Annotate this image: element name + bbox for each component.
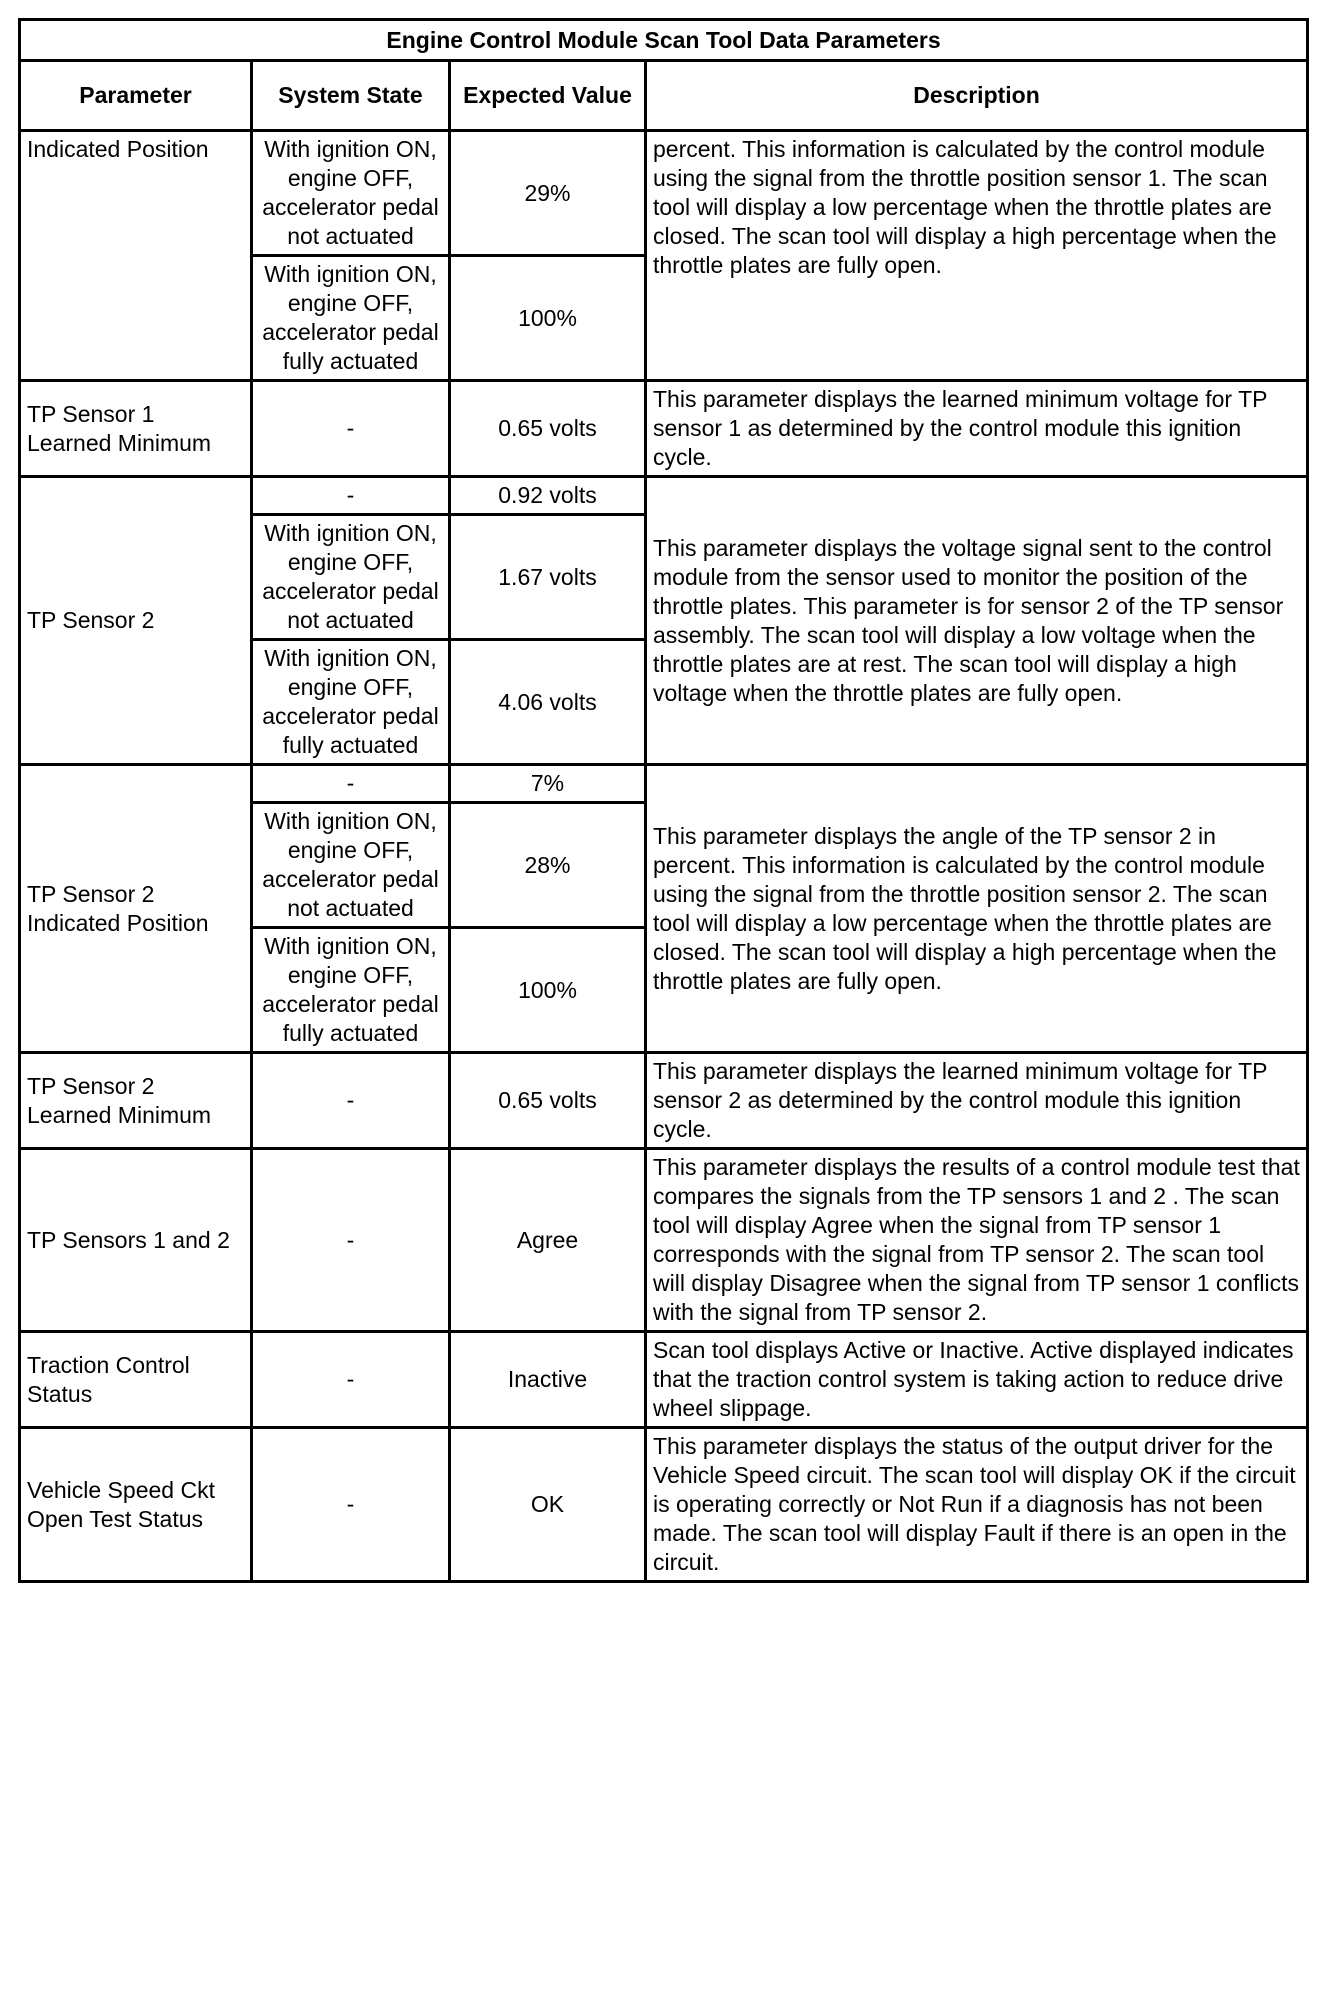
system-state: - <box>252 477 450 515</box>
system-state: With ignition ON, engine OFF, accelerator pedal fully actuated <box>252 928 450 1053</box>
header-system-state: System State <box>252 61 450 131</box>
expected-value: Agree <box>450 1149 646 1332</box>
header-expected-value: Expected Value <box>450 61 646 131</box>
parameter-name: TP Sensor 1 Learned Minimum <box>20 381 252 477</box>
title-row <box>20 20 1308 61</box>
expected-value: 4.06 volts <box>450 640 646 765</box>
parameter-description: This parameter displays the voltage signal sent to the control module from the sensor used to monitor the position of the throttle plates. This parameter is for sensor 2 of the TP sensor assembly. The scan tool will display a low voltage when the throttle plates are at rest. The scan tool will display a high voltage when the throttle plates are fully open. <box>646 477 1308 765</box>
parameter-description: This parameter displays the learned minimum voltage for TP sensor 1 as determined by the control module this ignition cycle. <box>646 381 1308 477</box>
table-row <box>20 131 1308 256</box>
table-body <box>20 131 1308 1582</box>
header-row <box>20 61 1308 131</box>
table-row <box>20 1332 1308 1428</box>
table-row <box>20 1428 1308 1582</box>
parameter-description: This parameter displays the status of the output driver for the Vehicle Speed circuit. The scan tool will display OK if the circuit is operating correctly or Not Run if a diagnosis has not been made. The scan tool will display Fault if there is an open in the circuit. <box>646 1428 1308 1582</box>
system-state: - <box>252 1149 450 1332</box>
expected-value: 28% <box>450 803 646 928</box>
system-state: With ignition ON, engine OFF, accelerator pedal not actuated <box>252 515 450 640</box>
header-parameter: Parameter <box>20 61 252 131</box>
header-description: Description <box>646 61 1308 131</box>
expected-value: 0.65 volts <box>450 381 646 477</box>
parameter-name: Indicated Position <box>20 131 252 381</box>
page <box>18 18 1306 1583</box>
system-state: - <box>252 1053 450 1149</box>
parameter-name: TP Sensor 2 Indicated Position <box>20 765 252 1053</box>
system-state: With ignition ON, engine OFF, accelerator pedal fully actuated <box>252 256 450 381</box>
parameter-description: This parameter displays the angle of the TP sensor 2 in percent. This information is calculated by the control module using the signal from the throttle position sensor 2. The scan tool will display a low percentage when the throttle plates are closed. The scan tool will display a high percentage when the throttle plates are fully open. <box>646 765 1308 1053</box>
expected-value: 29% <box>450 131 646 256</box>
table-row <box>20 1149 1308 1332</box>
parameter-description: percent. This information is calculated by the control module using the signal from the throttle position sensor 1. The scan tool will display a low percentage when the throttle plates are closed. The scan tool will display a high percentage when the throttle plates are fully open. <box>646 131 1308 381</box>
system-state: With ignition ON, engine OFF, accelerator pedal not actuated <box>252 131 450 256</box>
table-row <box>20 765 1308 803</box>
parameter-name: Traction Control Status <box>20 1332 252 1428</box>
system-state: - <box>252 765 450 803</box>
parameter-description: This parameter displays the results of a control module test that compares the signals from the TP sensors 1 and 2 . The scan tool will display Agree when the signal from TP sensor 1 corresponds with the signal from TP sensor 2. The scan tool will display Disagree when the signal from TP sensor 1 conflicts with the signal from TP sensor 2. <box>646 1149 1308 1332</box>
parameter-description: This parameter displays the learned minimum voltage for TP sensor 2 as determined by the control module this ignition cycle. <box>646 1053 1308 1149</box>
expected-value: 7% <box>450 765 646 803</box>
table-title: Engine Control Module Scan Tool Data Parameters <box>20 20 1308 61</box>
table-row <box>20 477 1308 515</box>
expected-value: 100% <box>450 928 646 1053</box>
system-state: With ignition ON, engine OFF, accelerator pedal fully actuated <box>252 640 450 765</box>
system-state: - <box>252 1428 450 1582</box>
parameter-name: TP Sensor 2 Learned Minimum <box>20 1053 252 1149</box>
expected-value: 0.65 volts <box>450 1053 646 1149</box>
expected-value: OK <box>450 1428 646 1582</box>
table-row <box>20 1053 1308 1149</box>
system-state: - <box>252 1332 450 1428</box>
parameter-description: Scan tool displays Active or Inactive. Active displayed indicates that the traction control system is taking action to reduce drive wheel slippage. <box>646 1332 1308 1428</box>
table-row <box>20 381 1308 477</box>
expected-value: 0.92 volts <box>450 477 646 515</box>
scan-tool-data-table <box>18 18 1309 1583</box>
parameter-name: Vehicle Speed Ckt Open Test Status <box>20 1428 252 1582</box>
expected-value: Inactive <box>450 1332 646 1428</box>
table-head <box>20 20 1308 131</box>
system-state: With ignition ON, engine OFF, accelerator pedal not actuated <box>252 803 450 928</box>
parameter-name: TP Sensor 2 <box>20 477 252 765</box>
expected-value: 100% <box>450 256 646 381</box>
system-state: - <box>252 381 450 477</box>
expected-value: 1.67 volts <box>450 515 646 640</box>
parameter-name: TP Sensors 1 and 2 <box>20 1149 252 1332</box>
